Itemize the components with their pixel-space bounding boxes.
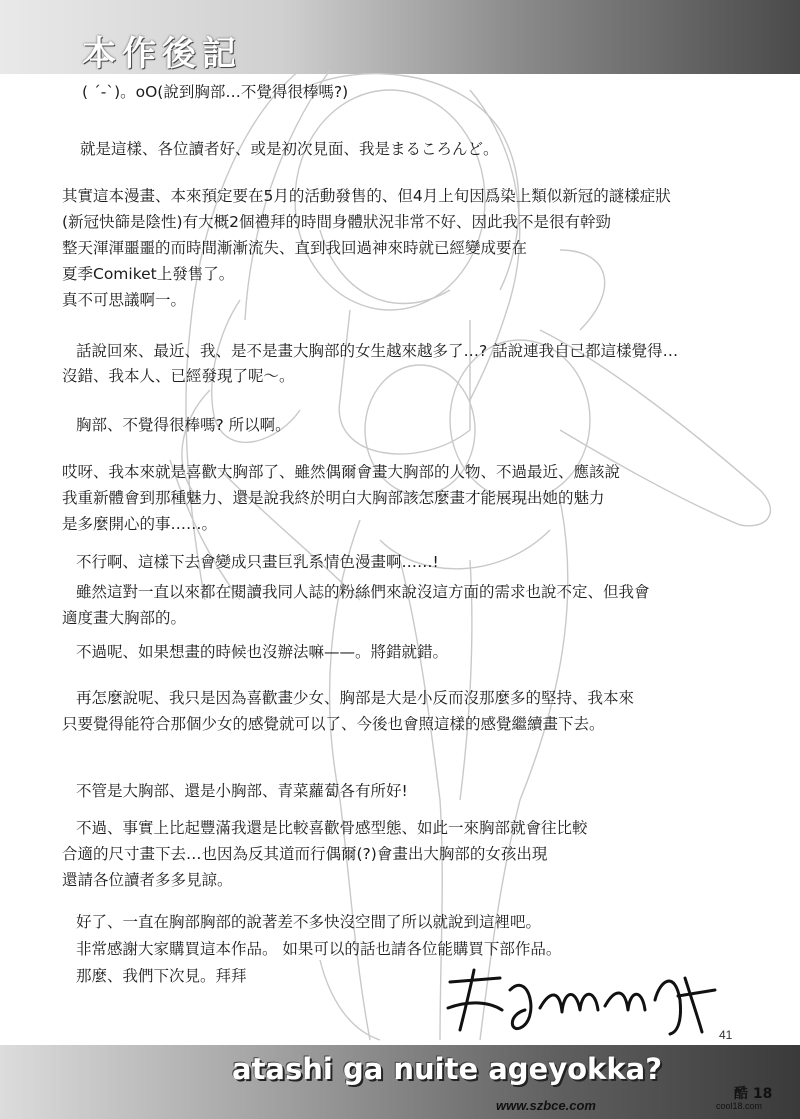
para-line: 夏季Comiket上發售了。 [62,265,235,283]
para-line: 非常感謝大家購買這本作品。 如果可以的話也請各位能購買下部作品。 [76,940,562,958]
para-line: 再怎麼說呢、我只是因為喜歡畫少女、胸部是大是小反而沒那麼多的堅持、我本來 [76,689,635,707]
para-line: 就是這樣、各位讀者好、或是初次見面、我是まるころんど。 [80,140,499,158]
para-line: 沒錯、我本人、已經發現了呢〜。 [62,367,295,385]
para-line: 是多麼開心的事……。 [62,515,218,533]
para-line: 還請各位讀者多多見諒。 [62,871,233,889]
para-line: 不行啊、這樣下去會變成只畫巨乳系情色漫畫啊……! [76,553,439,571]
handwritten-signature [430,960,720,1040]
page-number: 41 [719,1028,733,1042]
book-title: atashi ga nuite ageyokka? [232,1052,663,1086]
para-line: 話說回來、最近、我、是不是畫大胸部的女生越來越多了…? 話說連我自己都這樣覺得… [76,342,679,360]
para-line: 合適的尺寸畫下去…也因為反其道而行偶爾(?)會畫出大胸部的女孩出現 [62,845,548,863]
watermark-site: cool18.com [716,1101,763,1111]
para-line: 只要覺得能符合那個少女的感覺就可以了、今後也會照這樣的感覺繼續畫下去。 [62,715,605,733]
page-title: 本作後記 [82,34,242,74]
para-line: 適度畫大胸部的。 [62,609,187,627]
para-line: 其實這本漫畫、本來預定要在5月的活動發售的、但4月上旬因爲染上類似新冠的謎樣症狀 [62,187,671,205]
para-line: 好了、一直在胸部胸部的說著差不多快沒空間了所以就說到這裡吧。 [76,913,542,931]
watermark-url: www.szbce.com [496,1098,596,1113]
para-line: 整天渾渾噩噩的而時間漸漸流失、直到我回過神來時就已經變成要在 [62,239,528,257]
para-line: 不過、事實上比起豐滿我還是比較喜歡骨感型態、如此一來胸部就會往比較 [76,819,588,837]
para-line: 我重新體會到那種魅力、還是說我終於明白大胸部該怎麼畫才能展現出她的魅力 [62,489,605,507]
para-line: 雖然這對一直以來都在閱讀我同人誌的粉絲們來說沒這方面的需求也說不定、但我會 [76,583,650,601]
para-line: 胸部、不覺得很棒嗎? 所以啊。 [76,416,291,434]
para-line: 哎呀、我本來就是喜歡大胸部了、雖然偶爾會畫大胸部的人物、不過最近、應該說 [62,463,621,481]
para-line: 真不可思議啊一。 [62,291,187,309]
watermark-logo: 酷 18 [734,1086,773,1102]
para-line: ( ´-`)。oO(說到胸部…不覺得很棒嗎?) [82,83,349,101]
para-line: (新冠快篩是陰性)有大概2個禮拜的時間身體狀況非常不好、因此我不是很有幹勁 [62,213,611,231]
para-line: 不管是大胸部、還是小胸部、青菜蘿蔔各有所好! [76,782,408,800]
para-line: 不過呢、如果想畫的時候也沒辦法嘛——。將錯就錯。 [76,643,449,661]
para-line: 那麼、我們下次見。拜拜 [76,967,247,985]
